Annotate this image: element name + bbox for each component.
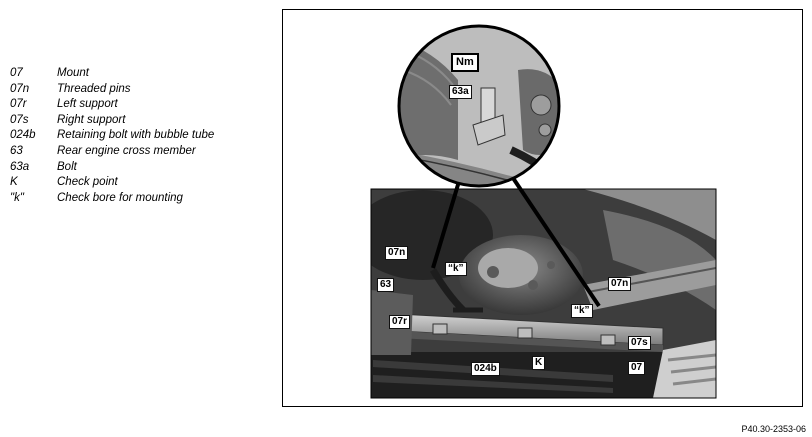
legend-item: [10, 66, 214, 82]
legend-code: "k": [10, 191, 24, 204]
callout-07s: 07s: [628, 336, 651, 350]
legend-description: Bolt: [57, 160, 77, 173]
callout-k-left: “k”: [445, 262, 467, 276]
legend-description: Threaded pins: [57, 82, 131, 95]
legend-description: Left support: [57, 98, 118, 111]
legend-list: [10, 66, 214, 206]
legend-description: Check bore for mounting: [57, 191, 183, 204]
legend-code: 07: [10, 67, 23, 79]
legend-code: 63: [10, 144, 23, 157]
legend-description: Rear engine cross member: [57, 144, 196, 157]
legend-description: Mount: [57, 67, 89, 79]
legend-item: [10, 113, 214, 129]
legend-code: K: [10, 176, 18, 189]
torque-nm-symbol: Nm: [451, 53, 479, 72]
legend-item: [10, 97, 214, 113]
figure-frame: [282, 9, 803, 407]
callout-63: 63: [377, 278, 394, 292]
legend-code: 63a: [10, 160, 30, 173]
legend-code: 07n: [10, 82, 30, 95]
callout-k-right: “k”: [571, 304, 593, 318]
callout-07n-left: 07n: [385, 246, 408, 260]
legend-code: 024b: [10, 129, 36, 142]
legend-item: [10, 82, 214, 98]
legend-item: [10, 175, 214, 191]
legend-description: Check point: [57, 176, 118, 189]
callout-07n-right: 07n: [608, 277, 631, 291]
callout-check-point-K: K: [532, 356, 545, 370]
callout-07r: 07r: [389, 315, 410, 329]
legend-item: [10, 191, 214, 207]
legend-code: 07r: [10, 98, 27, 111]
callout-63a: 63a: [449, 85, 472, 99]
detail-inset-photo: [393, 20, 573, 210]
legend-description: Retaining bolt with bubble tube: [57, 129, 215, 142]
legend-code: 07s: [10, 113, 29, 126]
engine-mount-photo: [283, 10, 804, 408]
legend-item: [10, 144, 214, 160]
legend-description: Right support: [57, 113, 126, 126]
callout-024b: 024b: [471, 362, 500, 376]
legend-item: [10, 128, 214, 144]
callout-07: 07: [628, 361, 645, 375]
figure-reference: P40.30-2353-06: [741, 424, 806, 434]
legend-item: [10, 160, 214, 176]
